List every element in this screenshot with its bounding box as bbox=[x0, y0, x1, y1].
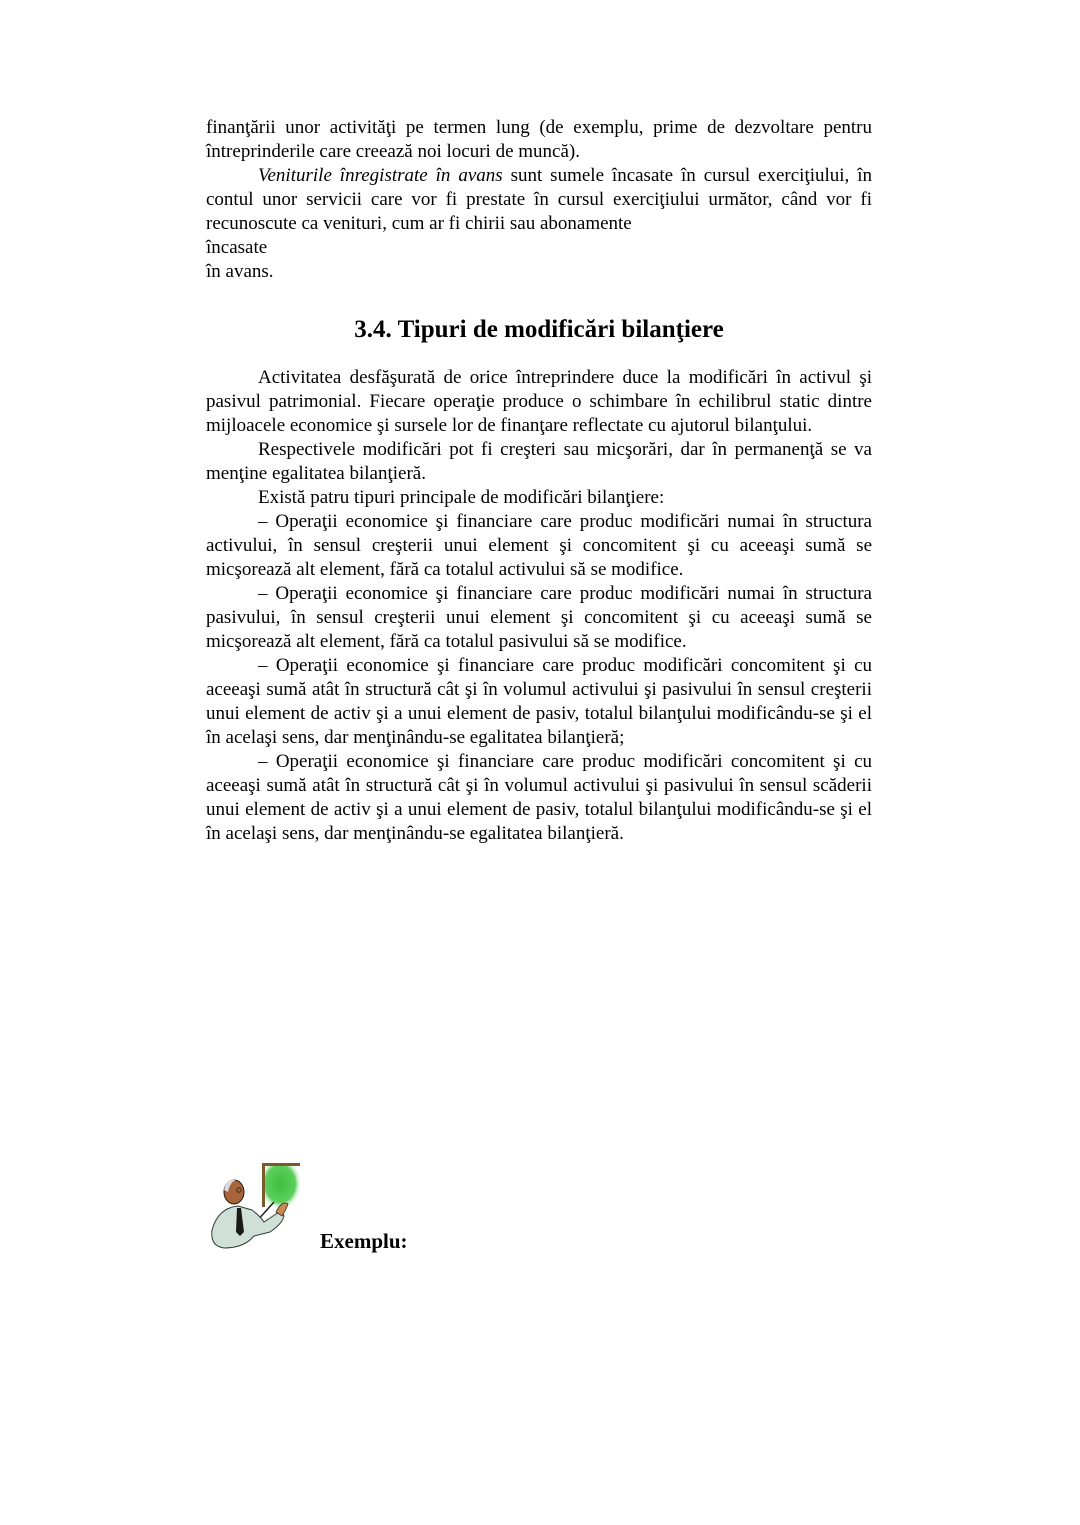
intro-paragraph-2 bbox=[206, 164, 872, 236]
teacher-pointing-board-icon bbox=[204, 1160, 304, 1252]
section-title: 3.4. Tipuri de modificări bilanţiere bbox=[354, 316, 724, 343]
example-label: Exemplu: bbox=[320, 1229, 408, 1253]
list-item-3: – Operaţii economice şi financiare care produc modificări concomitent şi cu aceeaşi sumă atât în structură cât şi în volumul activului şi pasivului în sensul creşterii unui element de activ şi a unui element de pasiv, totalul bilanţului modificându-se şi el în acelaşi sens, dar menţinându-se egalitatea bilanţieră; bbox=[206, 655, 872, 748]
section-paragraph-3: Există patru tipuri principale de modificări bilanţiere: bbox=[258, 487, 665, 508]
list-item-2: – Operaţii economice şi financiare care produc modificări numai în structura pasivului, în sensul creşterii unui element şi concomitent şi cu aceeaşi sumă se micşorează alt element, fără ca totalul pasivului să se modifice. bbox=[206, 583, 872, 652]
document-page bbox=[206, 116, 872, 846]
section-paragraph-2: Respectivele modificări pot fi creşteri sau micşorări, dar în permanenţă se va menţine egalitatea bilanţieră. bbox=[206, 439, 872, 484]
defined-term: Veniturile înregistrate în avans bbox=[258, 165, 503, 186]
example-block bbox=[204, 1160, 464, 1260]
list-item-4: – Operaţii economice şi financiare care produc modificări concomitent şi cu aceeaşi sumă atât în structură cât şi în volumul activului şi pasivului în sensul scăderii unui element de activ şi a unui element de pasiv, totalul bilanţului modificându-se şi el în acelaşi sens, dar menţinându-se egalitatea bilanţieră. bbox=[206, 751, 872, 844]
section-paragraph-1: Activitatea desfăşurată de orice întreprindere duce la modificări în activul şi pasivul patrimonial. Fiecare operaţie produce o schimbare în echilibrul static dintre mijloacele economice şi sursele lor de finanţare reflectate cu ajutorul bilanţului. bbox=[206, 367, 872, 436]
intro-paragraph-2-text: sunt sumele încasate în cursul exerciţiului, în contul unor servicii care vor fi prestate în cursul exerciţiului următor, când vor fi recunoscute ca venituri, cum ar fi chirii sau abonamente bbox=[206, 165, 873, 234]
intro-paragraph-1: finanţării unor activităţi pe termen lung (de exemplu, prime de dezvoltare pentru întreprinderile care creează noi locuri de muncă). bbox=[206, 117, 872, 162]
intro-line-a: încasate bbox=[206, 237, 268, 258]
list-item-1: – Operaţii economice şi financiare care produc modificări numai în structura activului, în sensul creşterii unui element şi concomitent şi cu aceeaşi sumă se micşorează alt element, fără ca totalul activului să se modifice. bbox=[206, 511, 872, 580]
intro-line-b: în avans. bbox=[206, 261, 274, 282]
